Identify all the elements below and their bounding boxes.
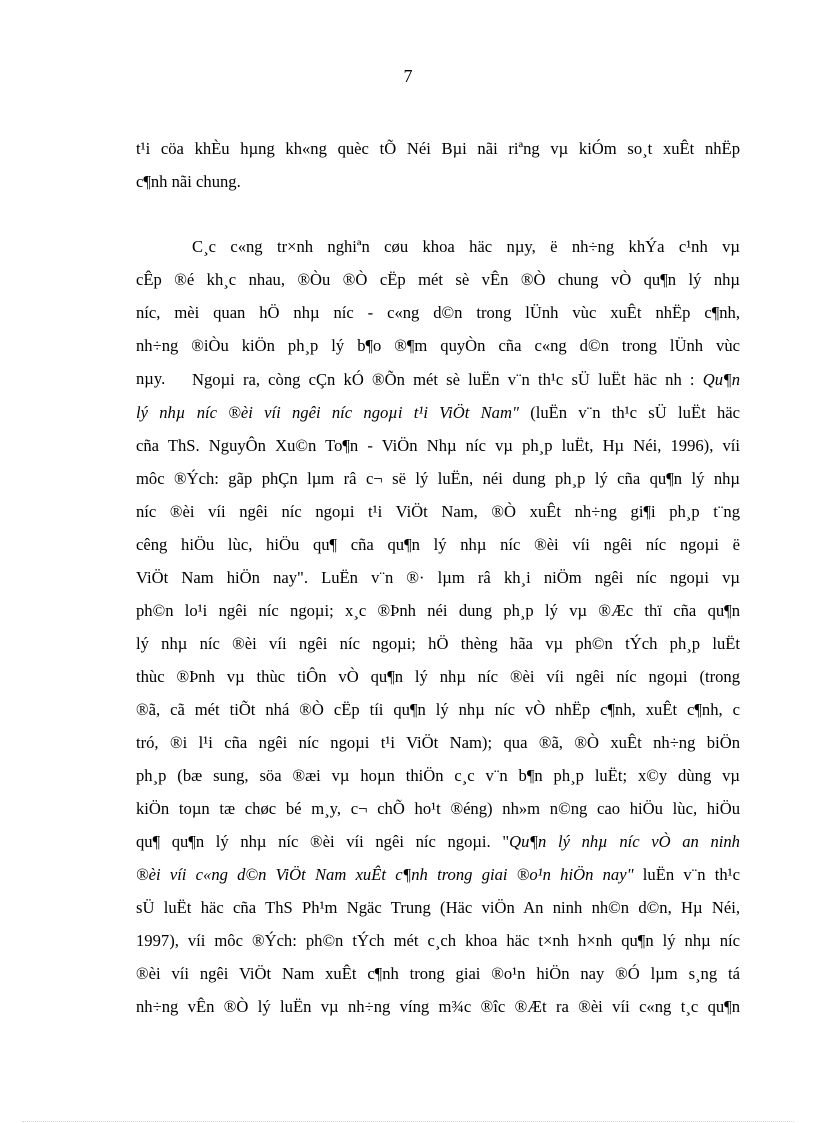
italic-title-segment: Qu¶n lý nhµ níc vÒ an ninh bbox=[509, 832, 740, 851]
page-bottom-rule bbox=[22, 1121, 794, 1122]
text-segment: lý nhµ níc ®èi víi ngêi níc ngoµi; hÖ thèng hãa vµ ph©n tÝch ph¸p luËt bbox=[136, 634, 740, 653]
text-line bbox=[136, 528, 740, 561]
text-segment: cêng hiÖu lùc, hiÖu qu¶ cña qu¶n lý nhµ níc ®èi víi ngêi níc ngoµi ë bbox=[136, 535, 740, 554]
text-segment: ®ã, cã mét tiÕt nhá ®Ò cËp tíi qu¶n lý nhµ níc vÒ nhËp c¶nh, xuÊt c¶nh, c bbox=[136, 700, 740, 719]
text-line bbox=[136, 693, 740, 726]
text-line bbox=[136, 462, 740, 495]
text-line bbox=[136, 627, 740, 660]
text-segment: ®èi víi ngêi ViÖt Nam xuÊt c¶nh trong giai ®o¹n hiÖn nay ®Ó lµm s¸ng tá bbox=[136, 964, 740, 983]
body-text bbox=[136, 132, 740, 198]
text-line bbox=[136, 891, 740, 924]
paragraph-3 bbox=[136, 363, 740, 1023]
text-line: níc, mèi quan hÖ nhµ níc - c«ng d©n trong lÜnh vùc xuÊt nhËp c¶nh, bbox=[136, 303, 740, 322]
text-line bbox=[136, 957, 740, 990]
text-segment: tró, ®i l¹i cña ngêi níc ngoµi t¹i ViÖt Nam); qua ®ã, ®Ò xuÊt nh÷ng biÖn bbox=[136, 733, 740, 752]
text-line: nh÷ng ®iÒu kiÖn ph¸p lý b¶o ®¶m quyÒn cña c«ng d©n trong lÜnh vùc bbox=[136, 336, 740, 355]
text-line bbox=[136, 759, 740, 792]
text-segment: Ngoµi ra, còng cÇn kÓ ®Õn mét sè luËn v¨n th¹c sÜ luËt häc nh : bbox=[192, 370, 703, 389]
text-segment: 1997), víi môc ®Ých: ph©n tÝch mét c¸ch khoa häc t×nh h×nh qu¶n lý nhµ níc bbox=[136, 931, 740, 950]
text-line: cÊp ®é kh¸c nhau, ®Òu ®Ò cËp mét sè vÊn ®Ò chung vÒ qu¶n lý nhµ bbox=[136, 270, 740, 289]
italic-title-segment: Qu¶n bbox=[702, 370, 740, 389]
text-line bbox=[136, 660, 740, 693]
text-line bbox=[136, 561, 740, 594]
page-number: 7 bbox=[403, 66, 413, 86]
text-segment: níc ®èi víi ngêi níc ngoµi t¹i ViÖt Nam, ®Ò xuÊt nh÷ng gi¶i ph¸p t¨ng bbox=[136, 502, 740, 521]
italic-title-segment: lý nhµ níc ®èi víi ngêi níc ngoµi t¹i ViÖt Nam" bbox=[136, 403, 519, 422]
text-segment: môc ®Ých: gãp phÇn lµm râ c¬ së lý luËn, néi dung ph¸p lý cña qu¶n lý nhµ bbox=[136, 469, 740, 488]
text-line bbox=[136, 726, 740, 759]
text-line bbox=[136, 363, 740, 396]
text-segment: (luËn v¨n th¹c sÜ luËt häc bbox=[518, 403, 740, 422]
text-line bbox=[136, 495, 740, 528]
text-line bbox=[136, 396, 740, 429]
text-segment: kiÖn toµn tæ chøc bé m¸y, c¬ chÕ ho¹t ®éng) nh»m n©ng cao hiÖu lùc, hiÖu bbox=[136, 799, 740, 818]
text-line bbox=[136, 990, 740, 1023]
paragraph-1 bbox=[136, 132, 740, 198]
text-segment: thùc ®Þnh vµ thùc tiÔn vÒ qu¶n lý nhµ níc ®èi víi ngêi níc ngoµi (trong bbox=[136, 667, 740, 686]
text-line bbox=[136, 792, 740, 825]
text-segment: ph¸p (bæ sung, söa ®æi vµ hoµn thiÖn c¸c v¨n b¶n ph¸p luËt; x©y dùng vµ bbox=[136, 766, 740, 785]
text-line: t¹i cöa khÈu hµng kh«ng quèc tÕ Néi Bµi nãi riªng vµ kiÓm so¸t xuÊt nhËp bbox=[136, 139, 740, 158]
text-segment: qu¶ qu¶n lý nhµ níc ®èi víi ngêi níc ngoµi. " bbox=[136, 832, 510, 851]
text-line: nµy. bbox=[136, 369, 166, 388]
text-line bbox=[136, 429, 740, 462]
text-segment: ViÖt Nam hiÖn nay". LuËn v¨n ®· lµm râ kh¸i niÖm ngêi níc ngoµi vµ bbox=[136, 568, 740, 587]
text-segment: sÜ luËt häc cña ThS Ph¹m Ngäc Trung (Häc viÖn An ninh nh©n d©n, Hµ Néi, bbox=[136, 898, 740, 917]
body-text bbox=[136, 363, 740, 1023]
text-segment: cña ThS. NguyÔn Xu©n To¶n - ViÖn Nhµ níc vµ ph¸p luËt, Hµ Néi, 1996), víi bbox=[136, 436, 740, 455]
text-line: c¶nh nãi chung. bbox=[136, 172, 241, 191]
text-line bbox=[136, 924, 740, 957]
text-segment: luËn v¨n th¹c bbox=[633, 865, 740, 884]
text-line: C¸c c«ng tr×nh nghiªn cøu khoa häc nµy, ë nh÷ng khÝa c¹nh vµ bbox=[192, 237, 740, 256]
text-line bbox=[136, 825, 740, 858]
text-segment: nh÷ng vÊn ®Ò lý luËn vµ nh÷ng víng m¾c ®îc ®Æt ra ®èi víi c«ng t¸c qu¶n bbox=[136, 997, 740, 1016]
text-line bbox=[136, 594, 740, 627]
text-segment: ph©n lo¹i ngêi níc ngoµi; x¸c ®Þnh néi dung ph¸p lý vµ ®Æc thï cña qu¶n bbox=[136, 601, 740, 620]
italic-title-segment: ®èi víi c«ng d©n ViÖt Nam xuÊt c¶nh trong giai ®o¹n hiÖn nay" bbox=[136, 865, 634, 884]
text-line bbox=[136, 858, 740, 891]
